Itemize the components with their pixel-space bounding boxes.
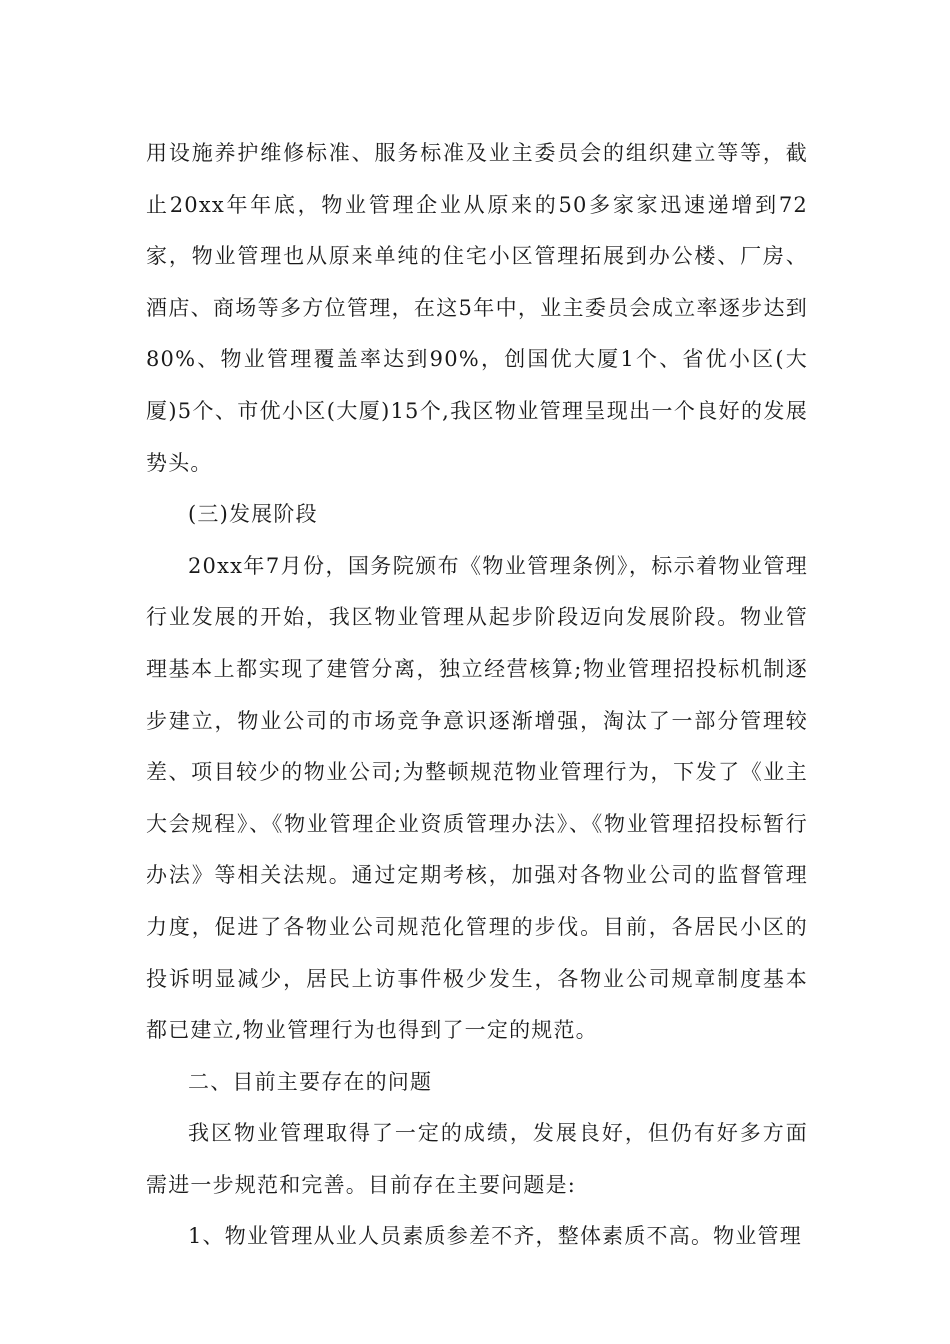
paragraph-problems-intro: 我区物业管理取得了一定的成绩，发展良好，但仍有好多方面需进一步规范和完善。目前存在主要问题是: xyxy=(146,1121,808,1197)
paragraph-development-stage: 20xx年7月份，国务院颁布《物业管理条例》，标示着物业管理行业发展的开始，我区物业管理从起步阶段迈向发展阶段。物业管理基本上都实现了建管分离，独立经营核算;物业管理招投标机制逐步建立，物业公司的市场竞争意识逐渐增强，淘汰了一部分管理较差、项目较少的物业公司;为整顿规范物业管理行为，下发了《业主大会规程》、《物业管理企业资质管理办法》、《物业管理招投标暂行办法》等相关法规。通过定期考核，加强对各物业公司的监督管理力度，促进了各物业公司规范化管理的步伐。目前，各居民小区的投诉明显减少，居民上访事件极少发生，各物业公司规章制度基本都已建立,物业管理行为也得到了一定的规范。 xyxy=(146,553,808,1043)
paragraph-continuation: 用设施养护维修标准、服务标准及业主委员会的组织建立等等，截止20xx年年底，物业管理企业从原来的50多家家迅速递增到72家，物业管理也从原来单纯的住宅小区管理拓展到办公楼、厂房、酒店、商场等多方位管理，在这5年中，业主委员会成立率逐步达到80%、物业管理覆盖率达到90%，创国优大厦1个、省优小区(大厦)5个、市优小区(大厦)15个,我区物业管理呈现出一个良好的发展势头。 xyxy=(146,141,808,475)
section-heading-development-stage: (三)发展阶段 xyxy=(188,502,318,527)
section-heading-main-problems: 二、目前主要存在的问题 xyxy=(188,1069,433,1094)
document-body xyxy=(146,128,808,1263)
paragraph-problem-1: 1、物业管理从业人员素质参差不齐，整体素质不高。物业管理 xyxy=(188,1224,802,1249)
